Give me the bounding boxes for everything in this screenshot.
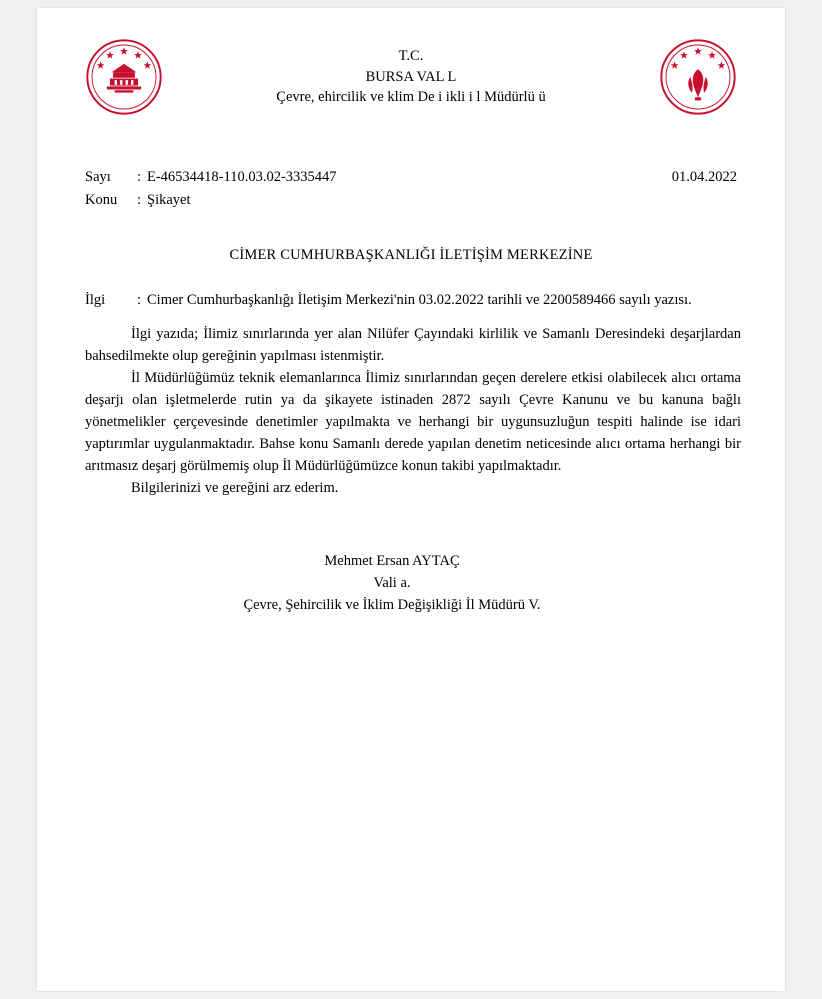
konu-value: Şikayet xyxy=(147,192,191,209)
sayi-separator: : xyxy=(137,169,142,185)
konu-label: Konu xyxy=(85,192,118,209)
letterhead-line-1: T.C. xyxy=(398,48,424,64)
konu-separator: : xyxy=(137,192,142,209)
meta-row-konu xyxy=(85,189,737,212)
signature-block xyxy=(37,551,785,616)
document-header xyxy=(37,8,785,118)
reference-line xyxy=(37,292,785,309)
sayi-label: Sayı xyxy=(85,169,111,185)
signature-inner xyxy=(243,551,540,616)
body-paragraphs xyxy=(37,323,785,499)
document-page xyxy=(37,8,785,991)
signatory-role: Vali a. xyxy=(373,574,411,591)
signatory-name: Mehmet Ersan AYTAÇ xyxy=(324,553,460,570)
paragraph-1: İlgi yazıda; İlimiz sınırlarında yer alan Nilüfer Çayındaki kirlilik ve Samanlı Deresindeki deşarjlardan bahsedilmekte olup gereğinin yapılması istenmiştir. xyxy=(85,325,741,364)
document-meta xyxy=(37,166,785,213)
document-body xyxy=(37,8,785,991)
meta-row-sayi xyxy=(85,166,737,189)
signatory-title: Çevre, Şehircilik ve İklim Değişikliği İl Müdürü V. xyxy=(243,596,541,613)
paragraph-2: İl Müdürlüğümüz teknik elemanlarınca İlimiz sınırlarından geçen derelere etkisi olabilecek alıcı ortama deşarjı olan işletmelerde rutin ya da şikayete istinaden 2872 sayılı Çevre Kanunu ve bu kanuna bağlı yönetmelikler çerçevesinde denetimler yapılmakta ve herhangi bir uygunsuzluğun tespiti halinde ise idari yaptırımlar uygulanmaktadır. Bahse konu Samanlı derede yapılan denetim neticesinde alıcı ortama herhangi bir arıtmasız deşarj görülmemiş olup İl Müdürlüğümüzce konun takibi yapılmaktadır. xyxy=(85,370,741,475)
letterhead-line-3: Çevre, ehircilik ve klim De i ikli i l Müdürlü ü xyxy=(276,89,546,106)
ilgi-label: İlgi xyxy=(85,291,106,308)
letterhead-line-2: BURSA VAL L xyxy=(365,68,457,85)
page-title: CİMER CUMHURBAŞKANLIĞI İLETİŞİM MERKEZİNE xyxy=(229,246,593,263)
ilgi-value: Cimer Cumhurbaşkanlığı İletişim Merkezi'nin 03.02.2022 tarihli ve 2200589466 sayılı yazısı. xyxy=(147,291,692,308)
ilgi-separator: : xyxy=(137,291,142,308)
paragraph-3: Bilgilerinizi ve gereğini arz ederim. xyxy=(131,480,339,497)
letterhead xyxy=(37,46,785,108)
sayi-value: E-46534418-110.03.02-3335447 xyxy=(147,169,337,185)
document-date: 01.04.2022 xyxy=(671,169,737,185)
